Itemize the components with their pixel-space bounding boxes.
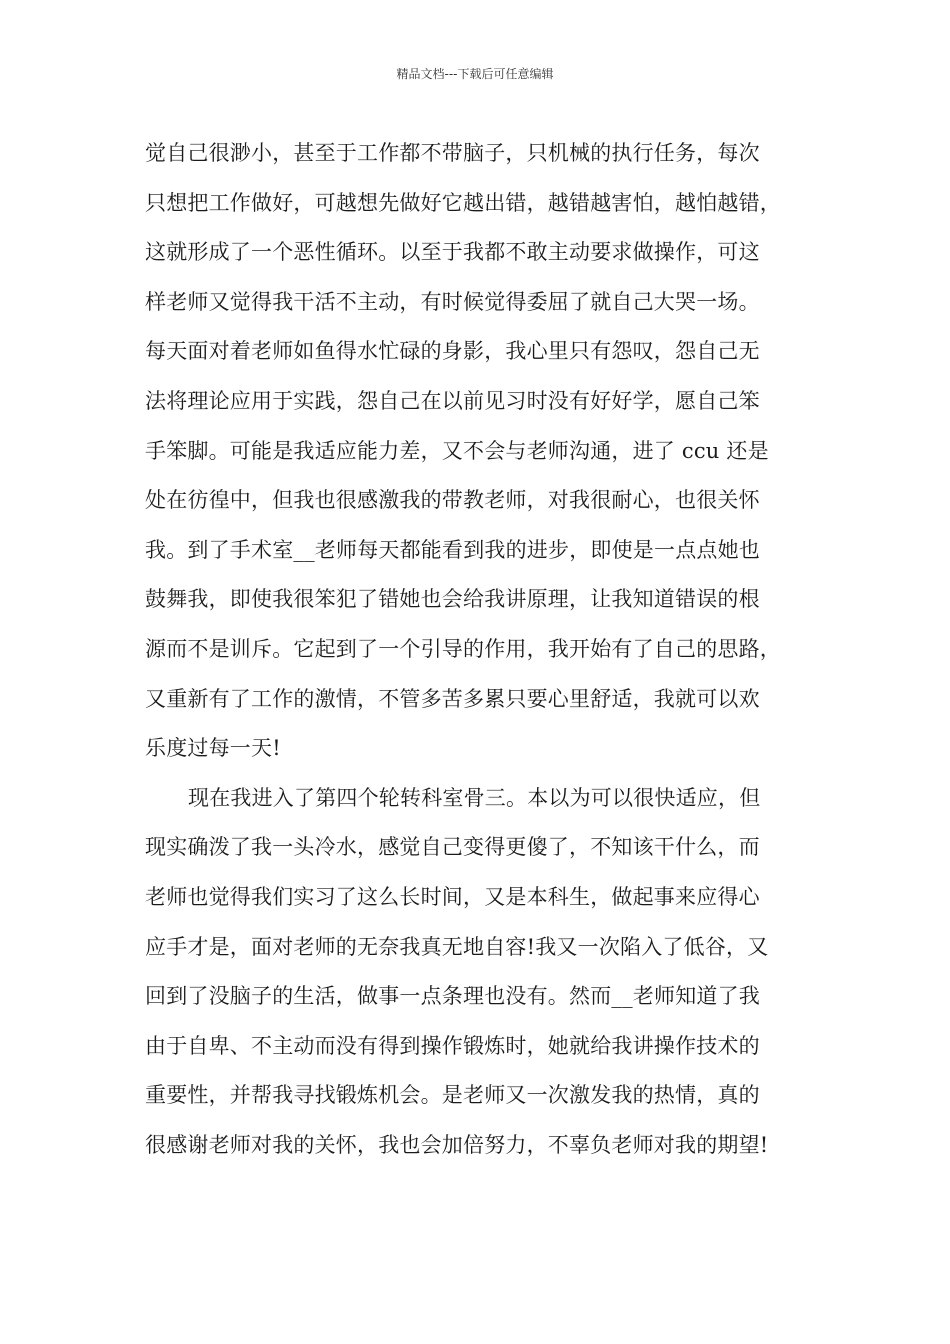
text-line: 法将理论应用于实践，怨自己在以前见习时没有好好学，愿自己笨 bbox=[145, 388, 760, 413]
text-line: 我。到了手术室__老师每天都能看到我的进步，即使是一点点她也 bbox=[145, 537, 760, 562]
text-line: 乐度过每一天! bbox=[145, 736, 281, 761]
text-line: 应手才是，面对老师的无奈我真无地自容!我又一次陷入了低谷，又 bbox=[145, 934, 769, 959]
text-line: 源而不是训斥。它起到了一个引导的作用，我开始有了自己的思路， bbox=[145, 636, 781, 661]
paragraph-start-line: 现在我进入了第四个轮转科室骨三。本以为可以很快适应，但 bbox=[188, 785, 761, 810]
text-line: 手笨脚。可能是我适应能力差，又不会与老师沟通，进了 ccu 还是 bbox=[145, 438, 769, 463]
text-line: 由于自卑、不主动而没有得到操作锻炼时，她就给我讲操作技术的 bbox=[145, 1033, 760, 1058]
text-line: 处在彷徨中，但我也很感激我的带教老师，对我很耐心，也很关怀 bbox=[145, 488, 760, 513]
text-line: 每天面对着老师如鱼得水忙碌的身影，我心里只有怨叹，怨自己无 bbox=[145, 339, 760, 364]
text-line: 回到了没脑子的生活，做事一点条理也没有。然而__老师知道了我 bbox=[145, 984, 760, 1009]
document-body bbox=[145, 129, 810, 1170]
text-line: 样老师又觉得我干活不主动，有时候觉得委屈了就自己大哭一场。 bbox=[145, 289, 760, 314]
text-line: 老师也觉得我们实习了这么长时间，又是本科生，做起事来应得心 bbox=[145, 884, 760, 909]
text-line: 重要性，并帮我寻找锻炼机会。是老师又一次激发我的热情，真的 bbox=[145, 1083, 760, 1108]
text-line: 又重新有了工作的激情，不管多苦多累只要心里舒适，我就可以欢 bbox=[145, 686, 760, 711]
text-line: 鼓舞我，即使我很笨犯了错她也会给我讲原理，让我知道错误的根 bbox=[145, 587, 760, 612]
text-line: 觉自己很渺小，甚至于工作都不带脑子，只机械的执行任务，每次 bbox=[145, 141, 760, 165]
page-header: 精品文档---下载后可任意编辑 bbox=[396, 67, 554, 81]
text-line: 这就形成了一个恶性循环。以至于我都不敢主动要求做操作，可这 bbox=[145, 240, 760, 265]
text-line: 很感谢老师对我的关怀，我也会加倍努力，不辜负老师对我的期望! bbox=[145, 1132, 769, 1157]
text-line: 只想把工作做好，可越想先做好它越出错，越错越害怕，越怕越错， bbox=[145, 190, 781, 215]
text-line: 现实确泼了我一头冷水，感觉自己变得更傻了，不知该干什么，而 bbox=[145, 835, 760, 860]
